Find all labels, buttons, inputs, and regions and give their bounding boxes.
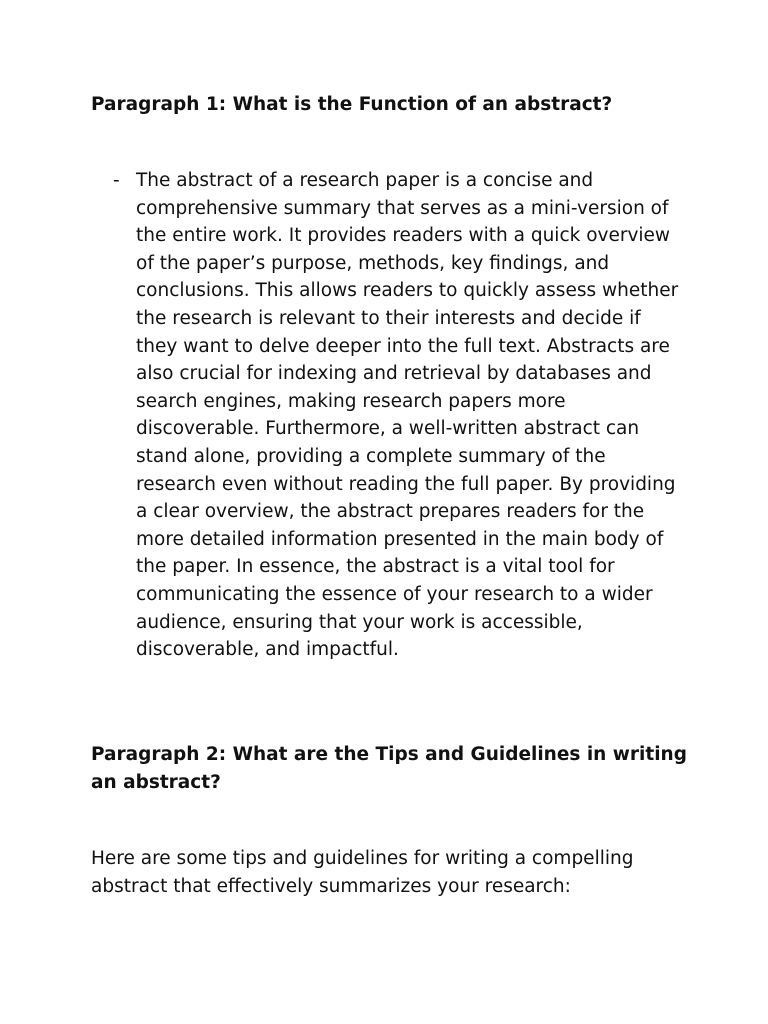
paragraph-2-intro: Here are some tips and guidelines for writing a compelling abstract that effectively summarizes your research: (91, 848, 634, 897)
bullet-marker: - (113, 170, 120, 191)
paragraph-1-body: The abstract of a research paper is a concise and comprehensive summary that serves as a mini-version of the entire work. It provides readers with a quick overview of the paper’s purpose, methods, key findings, and conclusions. This allows readers to quickly assess whether the research is relevant to their interests and decide if they want to delve deeper into the full text. Abstracts are also crucial for indexing and retrieval by databases and search engines, making research papers more discoverable. Furthermore, a well-written abstract can stand alone, providing a complete summary of the research even without reading the full paper. By providing a clear overview, the abstract prepares readers for the more detailed information presented in the main body of the paper. In essence, the abstract is a vital tool for communicating the essence of your research to a wider audience, ensuring that your work is accessible, discoverable, and impactful. (136, 170, 679, 661)
section-heading-2: Paragraph 2: What are the Tips and Guidelines in writing an abstract? (91, 744, 687, 793)
section-heading-1: Paragraph 1: What is the Function of an abstract? (91, 94, 613, 115)
